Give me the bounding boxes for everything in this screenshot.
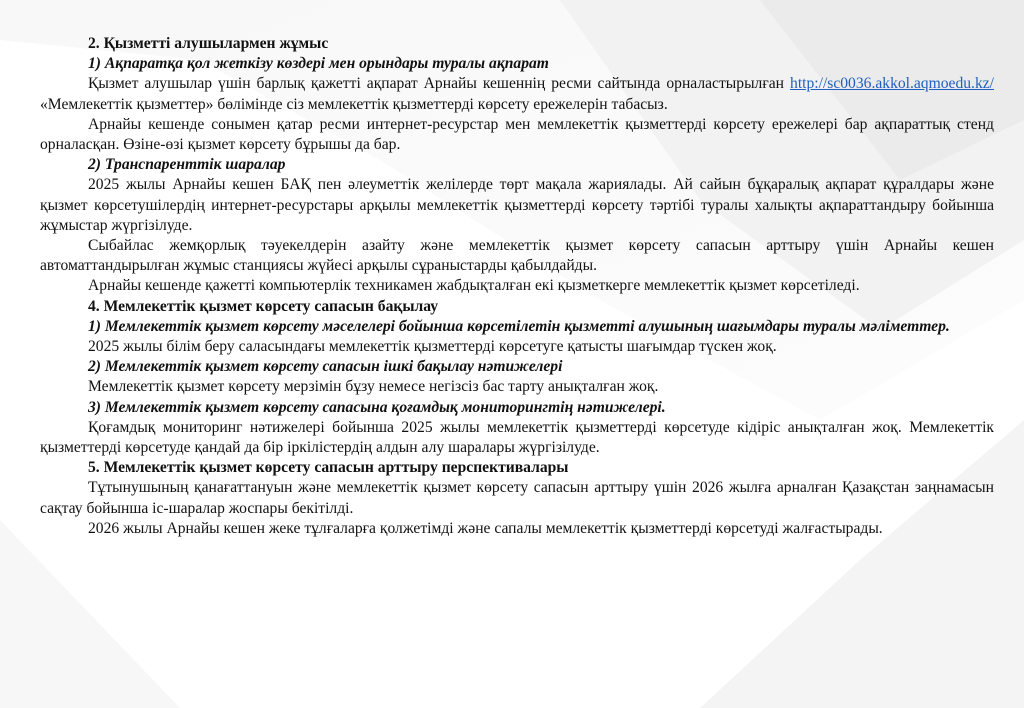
section-2-sub-1-paragraph-2: Арнайы кешенде сонымен қатар ресми интернет-ресурстар мен мемлекеттік қызметтерді көрсету ережелері бар ақпараттық стенд орналасқан. Өзіне-өзі қызмет көрсету бұрышы да бар. <box>40 115 994 154</box>
section-4-sub-2-title: 2) Мемлекеттік қызмет көрсету сапасын ішкі бақылау нәтижелері <box>88 358 563 376</box>
website-link[interactable]: http://sc0036.akkol.aqmoedu.kz/ <box>790 75 994 93</box>
section-4-sub-1-paragraph-1: 2025 жылы білім беру саласындағы мемлекеттік қызметтерді көрсетуге қатысты шағымдар түскен жоқ. <box>88 338 777 356</box>
section-2-sub-2-paragraph-1: 2025 жылы Арнайы кешен БАҚ пен әлеуметтік желілерде төрт мақала жариялады. Ай сайын бұқаралық ақпарат құралдары және қызмет көрсетушілердің интернет-ресурстары арқылы мемлекеттік қызметтерді көрсету тәртібі туралы халықты ақпараттандыру бойынша жұмыстар жүргізілуде. <box>40 176 994 234</box>
section-4-sub-3-title: 3) Мемлекеттік қызмет көрсету сапасына қоғамдық мониторингтің нәтижелері. <box>88 398 666 416</box>
section-4-sub-1-title: 1) Мемлекеттік қызмет көрсету мәселелері бойынша көрсетілетін қызметті алушының шағымдары туралы мәліметтер. <box>88 317 950 335</box>
section-4-sub-2-paragraph-1: Мемлекеттік қызмет көрсету мерзімін бұзу немесе негізсіз бас тарту анықталған жоқ. <box>88 378 659 396</box>
section-2-sub-1-title: 1) Ақпаратқа қол жеткізу көздері мен орындары туралы ақпарат <box>88 55 549 73</box>
section-4-sub-3-paragraph-1: Қоғамдық мониторинг нәтижелері бойынша 2025 жылы мемлекеттік қызметтерді көрсетуде кідіріс анықталған жоқ. Мемлекеттік қызметтерді көрсетуде қандай да бір іркілістердің алдын алу шаралары жүргізілуде. <box>40 418 994 457</box>
section-2-sub-1-paragraph-1 <box>40 74 994 114</box>
section-2-heading: 2. Қызметті алушылармен жұмыс <box>88 35 329 52</box>
section-4-heading: 4. Мемлекеттік қызмет көрсету сапасын бақылау <box>88 297 439 315</box>
section-5-paragraph-1: Тұтынушының қанағаттануын және мемлекеттік қызмет көрсету сапасын арттыру үшін 2026 жылға арналған Қазақстан заңнамасын сақтау бойынша іс-шаралар жоспары бекітілді. <box>40 479 994 517</box>
paragraph-text: Қызмет алушылар үшін барлық қажетті ақпарат Арнайы кешеннің ресми сайтында орналастырылған <box>88 75 784 93</box>
paragraph-text: «Мемлекеттік қызметтер» бөлімінде сіз мемлекеттік қызметтерді көрсету ережелерін табасыз. <box>40 95 668 113</box>
section-2-sub-2-paragraph-3: Арнайы кешенде қажетті компьютерлік техникамен жабдықталған екі қызметкерге мемлекеттік қызмет көрсетіледі. <box>88 277 860 295</box>
section-2-sub-2-paragraph-2: Сыбайлас жемқорлық тәуекелдерін азайту және мемлекеттік қызмет көрсету сапасын арттыру үшін Арнайы кешен автоматтандырылған жұмыс станциясы жүйесі арқылы сұраныстарды қабылдайды. <box>40 237 994 275</box>
section-5-paragraph-2: 2026 жылы Арнайы кешен жеке тұлғаларға қолжетімді және сапалы мемлекеттік қызметтерді көрсетуді жалғастырады. <box>88 519 883 537</box>
section-2-sub-2-title: 2) Транспаренттік шаралар <box>88 156 286 174</box>
section-5-heading: 5. Мемлекеттік қызмет көрсету сапасын арттыру перспективалары <box>88 459 569 477</box>
document-page <box>40 34 994 539</box>
